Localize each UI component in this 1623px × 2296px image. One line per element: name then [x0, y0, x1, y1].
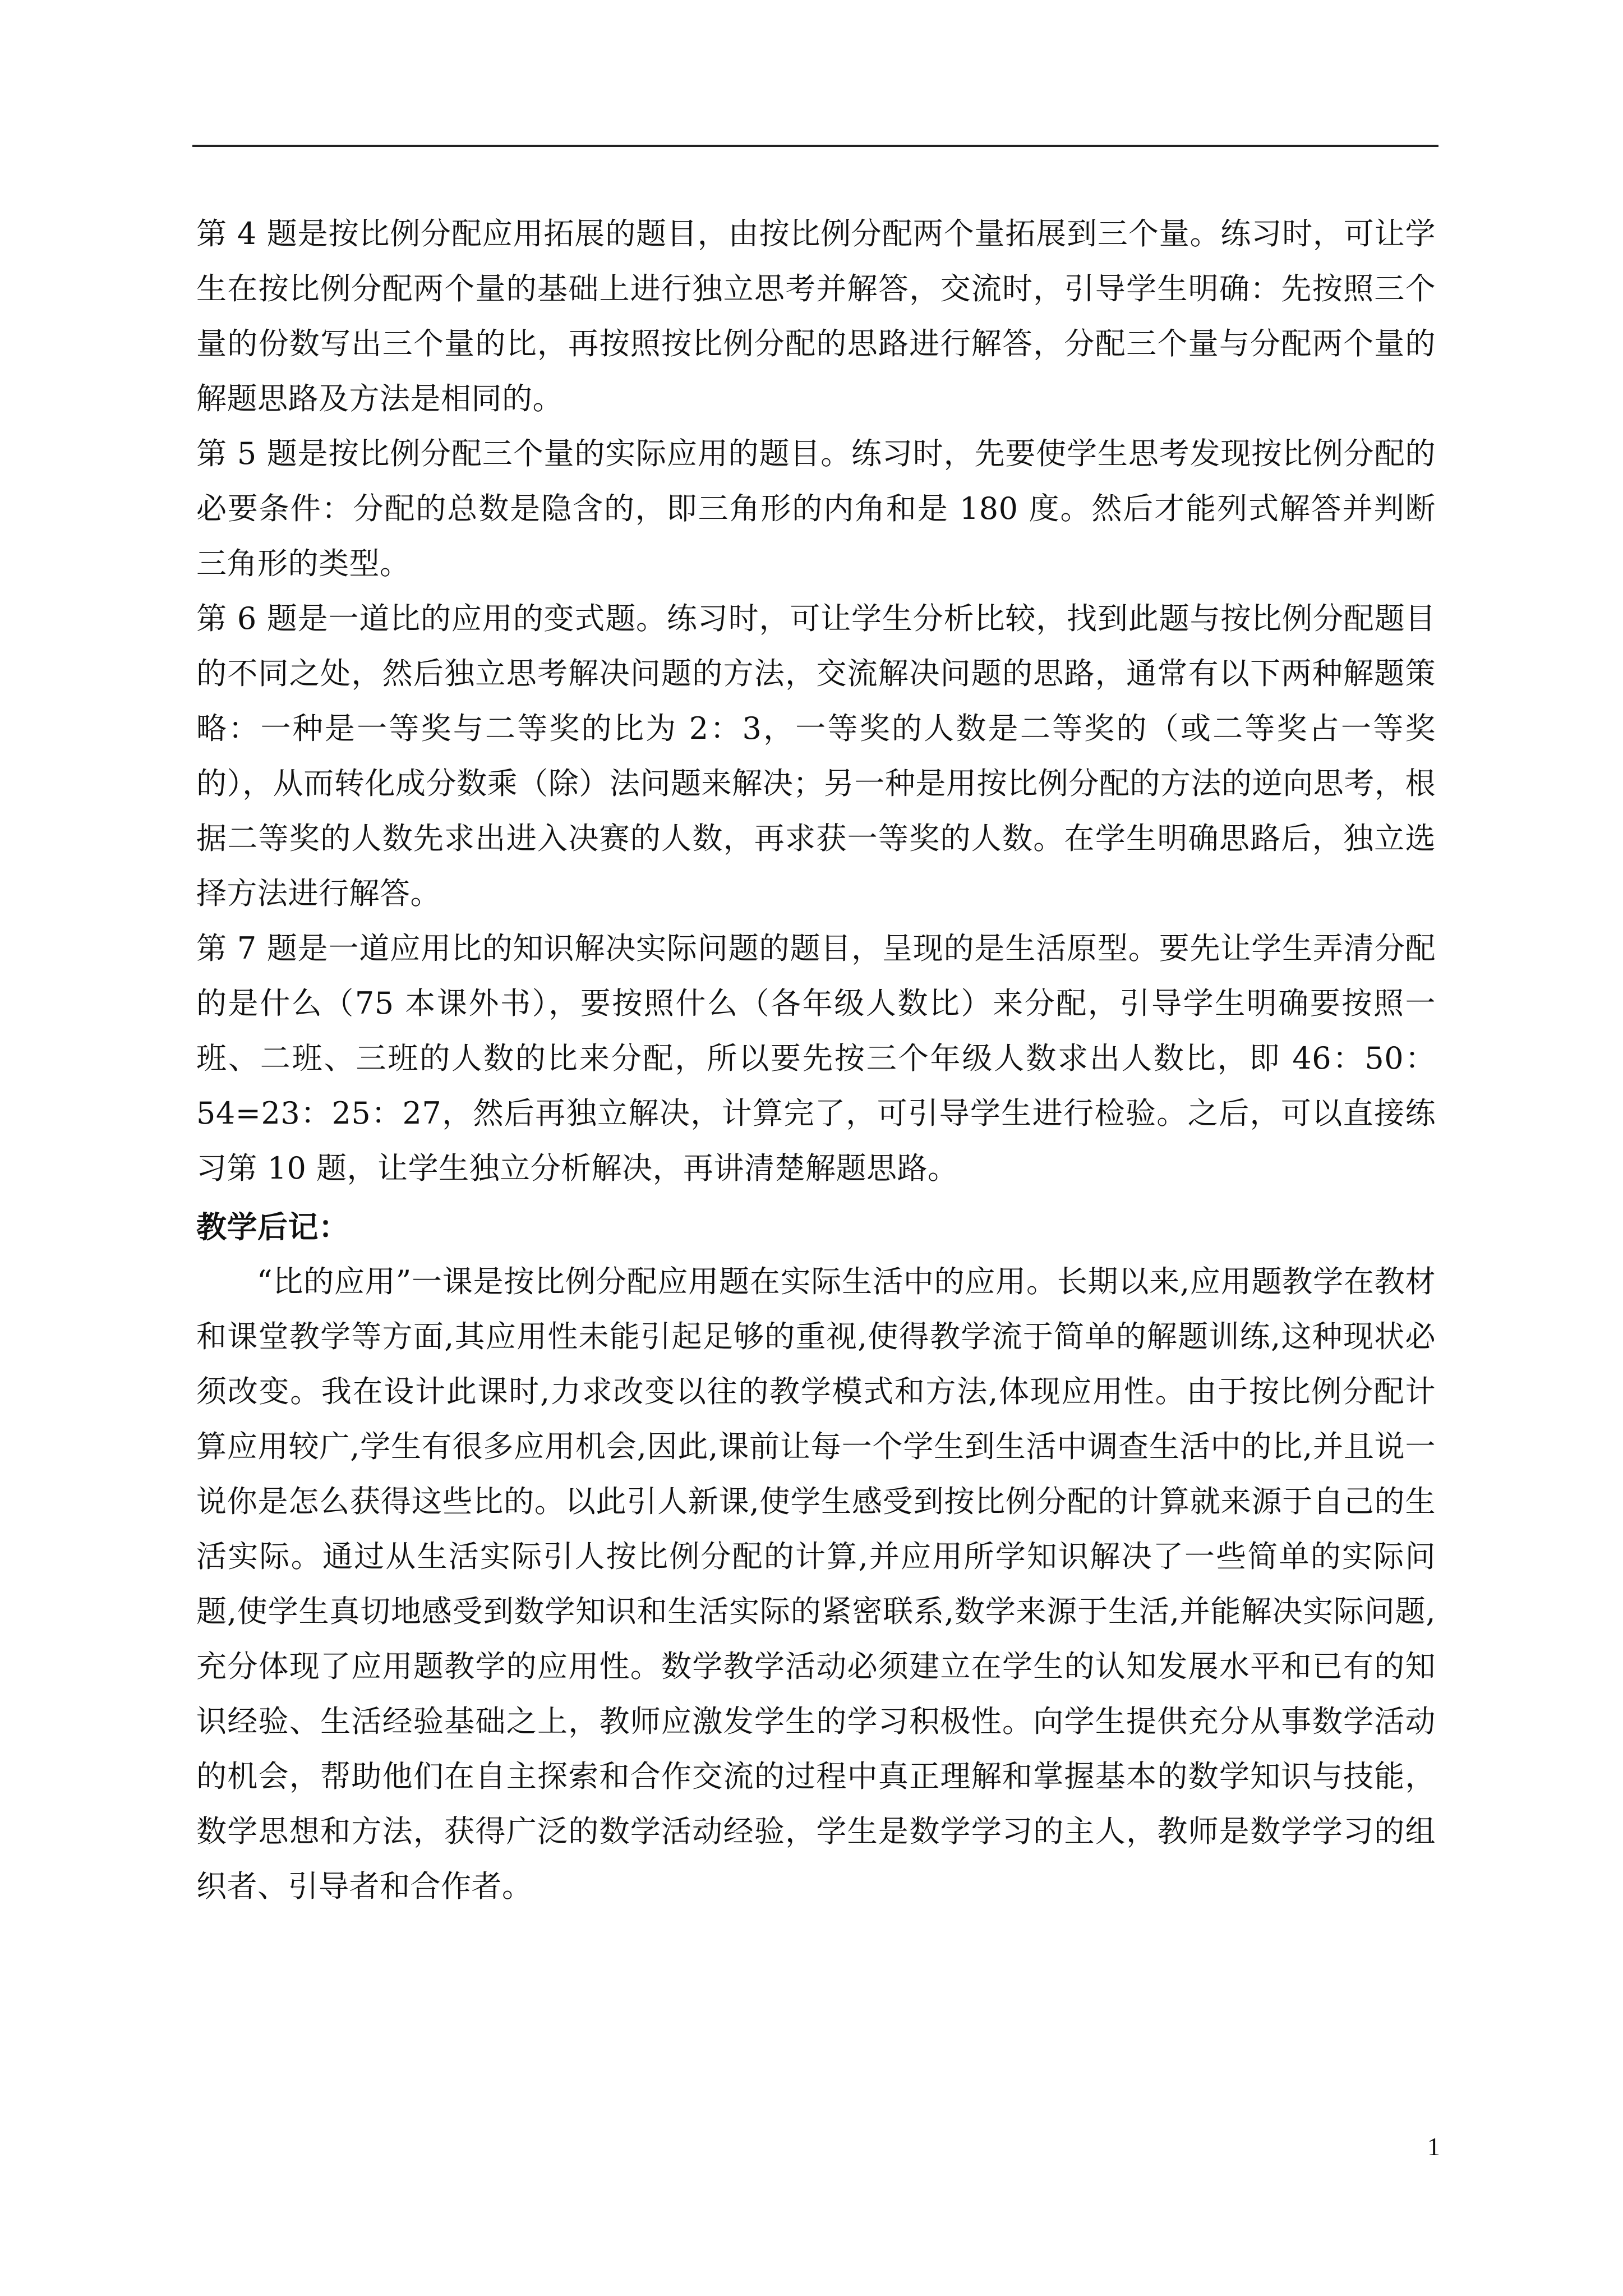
reflection-heading: 教学后记： [196, 1209, 349, 1245]
paragraph-exercise-7: 第 7 题是一道应用比的知识解决实际问题的题目，呈现的是生活原型。要先让学生弄清分配的是什么（75 本课外书），要按照什么（各年级人数比）来分配，引导学生明确要按照一班、二班、三班的人数的比来分配，所以要先按三个年级人数求出人数比，即 46：50：54=23：25：27，然后再独立解决，计算完了，可引导学生进行检验。之后，可以直接练习第 10 题，让学生独立分析解决，再讲清楚解题思路。 [196, 931, 1436, 1186]
header-rule [192, 145, 1438, 147]
page-number: 1 [1427, 2132, 1440, 2161]
paragraph-exercise-5: 第 5 题是按比例分配三个量的实际应用的题目。练习时，先要使学生思考发现按比例分配的必要条件：分配的总数是隐含的，即三角形的内角和是 180 度。然后才能列式解答并判断三角形的类型。 [196, 436, 1436, 581]
paragraph-exercise-4: 第 4 题是按比例分配应用拓展的题目，由按比例分配两个量拓展到三个量。练习时，可让学生在按比例分配两个量的基础上进行独立思考并解答，交流时，引导学生明确：先按照三个量的份数写出三个量的比，再按照按比例分配的思路进行解答，分配三个量与分配两个量的解题思路及方法是相同的。 [196, 216, 1436, 416]
document-body [196, 206, 1436, 1914]
paragraph-exercise-6: 第 6 题是一道比的应用的变式题。练习时，可让学生分析比较，找到此题与按比例分配题目的不同之处，然后独立思考解决问题的方法，交流解决问题的思路，通常有以下两种解题策略：一种是一等奖与二等奖的比为 2：3，一等奖的人数是二等奖的（或二等奖占一等奖的），从而转化成分数乘（除）法问题来解决；另一种是用按比例分配的方法的逆向思考，根据二等奖的人数先求出进入决赛的人数，再求获一等奖的人数。在学生明确思路后，独立选择方法进行解答。 [196, 601, 1436, 911]
reflection-body: “比的应用”一课是按比例分配应用题在实际生活中的应用。长期以来,应用题教学在教材和课堂教学等方面,其应用性未能引起足够的重视,使得教学流于简单的解题训练,这种现状必须改变。我在设计此课时,力求改变以往的教学模式和方法,体现应用性。由于按比例分配计算应用较广,学生有很多应用机会,因此,课前让每一个学生到生活中调查生活中的比,并且说一说你是怎么获得这些比的。以此引人新课,使学生感受到按比例分配的计算就来源于自己的生活实际。通过从生活实际引人按比例分配的计算,并应用所学知识解决了一些简单的实际问题,使学生真切地感受到数学知识和生活实际的紧密联系,数学来源于生活,并能解决实际问题,充分体现了应用题教学的应用性。数学教学活动必须建立在学生的认知发展水平和已有的知识经验、生活经验基础之上，教师应激发学生的学习积极性。向学生提供充分从事数学活动的机会，帮助他们在自主探索和合作交流的过程中真正理解和掌握基本的数学知识与技能，数学思想和方法，获得广泛的数学活动经验，学生是数学学习的主人，教师是数学学习的组织者、引导者和合作者。 [196, 1264, 1436, 1904]
